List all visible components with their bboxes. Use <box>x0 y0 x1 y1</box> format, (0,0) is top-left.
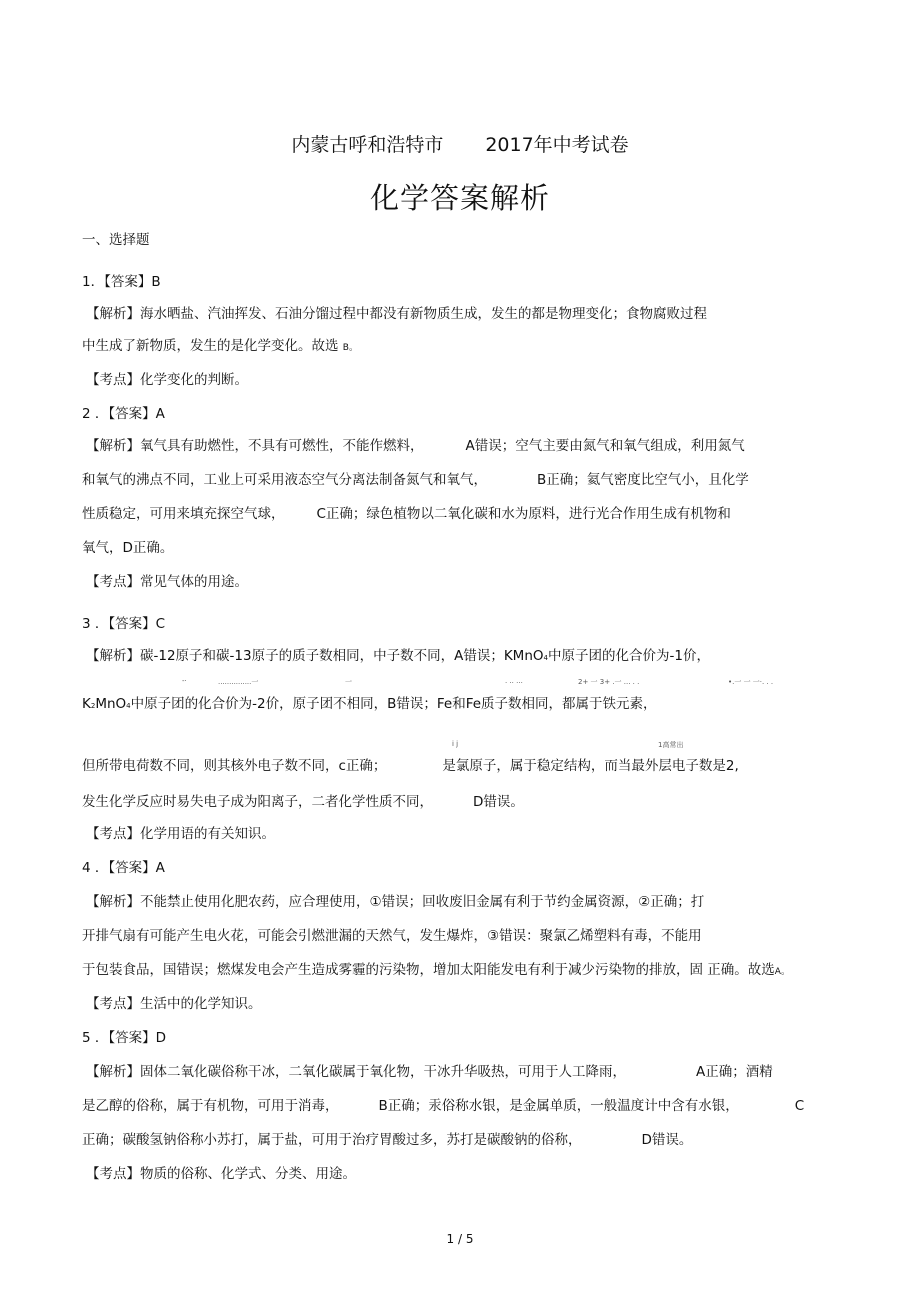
q3-l4a: 发生化学反应时易失电子成为阳离子，二者化学性质不同， <box>82 794 433 810</box>
q3-l1b: 中原子团的化合价为-1价， <box>548 648 710 664</box>
q3-l2c: 中原子团的化合价为-2价，原子团不相同，B错误；Fe和Fe质子数相同，都属于铁元素， <box>130 696 657 712</box>
q4-l3: 于包装食品，国错误；燃煤发电会产生造成雾霾的污染物，增加太阳能发电有利于减少污染物的排放，固 正确。故选 <box>82 962 775 978</box>
scan-artifact: . .. ... <box>505 677 523 685</box>
q4-analysis-line2: 开排气扇有可能产生电火花，可能会引燃泄漏的天然气，发生爆炸，③错误：聚氯乙烯塑料有毒，不能用 <box>82 928 702 944</box>
q5-l2b: B正确；汞俗称水银，是金属单质，一般温度计中含有水银， <box>378 1098 739 1114</box>
q2-l2b: B正确；氦气密度比空气小，且化学 <box>537 472 749 488</box>
q3-keypoint: 【考点】化学用语的有关知识。 <box>86 826 275 842</box>
q3-analysis-line3 <box>82 754 739 774</box>
scan-artifact: 2+ 一 3+ .一 ... . . <box>578 678 640 686</box>
section-heading: 一、选择题 <box>82 232 150 248</box>
q2-analysis-line3 <box>82 502 731 522</box>
q3-l4b: D错误。 <box>473 794 524 810</box>
q2-analysis-line4: 氧气，D正确。 <box>82 540 174 556</box>
q5-analysis-line2 <box>82 1094 804 1114</box>
q4-answer: 4 ．【答案】A <box>82 860 165 876</box>
page-number: 1 / 5 <box>446 1232 474 1246</box>
scan-artifact: i j <box>452 740 459 748</box>
q3-l2b: MnO <box>95 696 127 712</box>
q3-l1a: 【解析】碳-12原子和碳-13原子的质子数相同，中子数不同，A错误；KMnO <box>86 648 544 664</box>
q5-l2a: 是乙醇的俗称，属于有机物，可用于消毒， <box>82 1098 339 1114</box>
q5-l3b: D错误。 <box>641 1132 693 1148</box>
q5-answer: 5 ．【答案】D <box>82 1030 167 1046</box>
q5-keypoint: 【考点】物质的俗称、化学式、分类、用途。 <box>86 1166 356 1182</box>
q5-l2c: C <box>794 1098 805 1114</box>
q2-analysis-line2 <box>82 468 749 488</box>
scan-artifact: •.一 一 一·. . . <box>728 678 774 686</box>
q1-keypoint: 【考点】化学变化的判断。 <box>86 372 248 388</box>
exam-title-year: 2017年中考试卷 <box>485 134 629 156</box>
q5-l1b: A正确；酒精 <box>696 1064 773 1080</box>
q2-l2a: 和氧气的沸点不同，工业上可采用液态空气分离法制备氮气和氧气， <box>82 472 487 488</box>
q5-l3a: 正确；碳酸氢钠俗称小苏打，属于盐，可用于治疗胃酸过多，苏打是碳酸钠的俗称， <box>82 1132 582 1148</box>
q2-keypoint: 【考点】常见气体的用途。 <box>86 574 248 590</box>
q3-analysis-line4 <box>82 790 524 810</box>
q3-l1-subscript: 4 <box>543 654 548 662</box>
q3-analysis-line2 <box>82 692 657 712</box>
q2-l1b: A错误；空气主要由氮气和氧气组成，利用氮气 <box>465 438 745 454</box>
scan-artifact: ...............一 <box>218 678 259 686</box>
q3-analysis-line1 <box>86 644 710 664</box>
q1-answer: 1．【答案】B <box>82 274 161 290</box>
scan-artifact: 1高常出 <box>658 741 684 749</box>
q1-analysis-line1: 【解析】海水晒盐、汽油挥发、石油分馏过程中都没有新物质生成，发生的都是物理变化；食物腐败过程 <box>86 306 707 322</box>
exam-title-region: 内蒙古呼和浩特市 <box>291 134 444 156</box>
q1-analysis-text: 中生成了新物质，发生的是化学变化。故选 <box>82 338 339 354</box>
q4-analysis-line1: 【解析】不能禁止使用化肥农药，应合理使用，①错误；回收废旧金属有利于节约金属资源，②正确；打 <box>86 894 705 910</box>
q2-analysis-line1 <box>86 434 745 454</box>
scan-artifact: 一 <box>345 678 352 686</box>
document-subtitle: 化学答案解析 <box>369 181 550 215</box>
q5-analysis-line1 <box>86 1060 773 1080</box>
q5-l1a: 【解析】固体二氧化碳俗称干冰，二氧化碳属于氧化物，干冰升华吸热，可用于人工降雨， <box>86 1064 626 1080</box>
q3-l2a: K <box>82 696 91 712</box>
q4-keypoint: 【考点】生活中的化学知识。 <box>86 996 262 1012</box>
q4-analysis-line3 <box>82 958 790 978</box>
q2-l1a: 【解析】氧气具有助燃性，不具有可燃性，不能作燃料， <box>86 438 424 454</box>
exam-title <box>0 130 920 157</box>
q3-l2-subscript2: 4 <box>126 702 131 710</box>
q3-l3b: 是氯原子，属于稳定结构，而当最外层电子数是2, <box>442 758 739 774</box>
q2-l3a: 性质稳定，可用来填充探空气球， <box>82 506 285 522</box>
q5-analysis-line3 <box>82 1128 692 1148</box>
q1-analysis-choice: B。 <box>342 343 358 353</box>
q3-answer: 3 ．【答案】C <box>82 616 166 632</box>
q1-analysis-line2 <box>82 334 358 354</box>
q3-l2-subscript1: 2 <box>90 702 96 710</box>
q2-answer: 2 ．【答案】A <box>82 406 165 422</box>
scan-artifact: ‑· <box>182 677 187 685</box>
q2-l3b: C正确；绿色植物以二氧化碳和水为原料，进行光合作用生成有机物和 <box>316 506 731 522</box>
q4-l3-choice: A。 <box>774 967 790 977</box>
q3-l3a: 但所带电荷数不同，则其核外电子数不同，c正确； <box>82 758 387 774</box>
